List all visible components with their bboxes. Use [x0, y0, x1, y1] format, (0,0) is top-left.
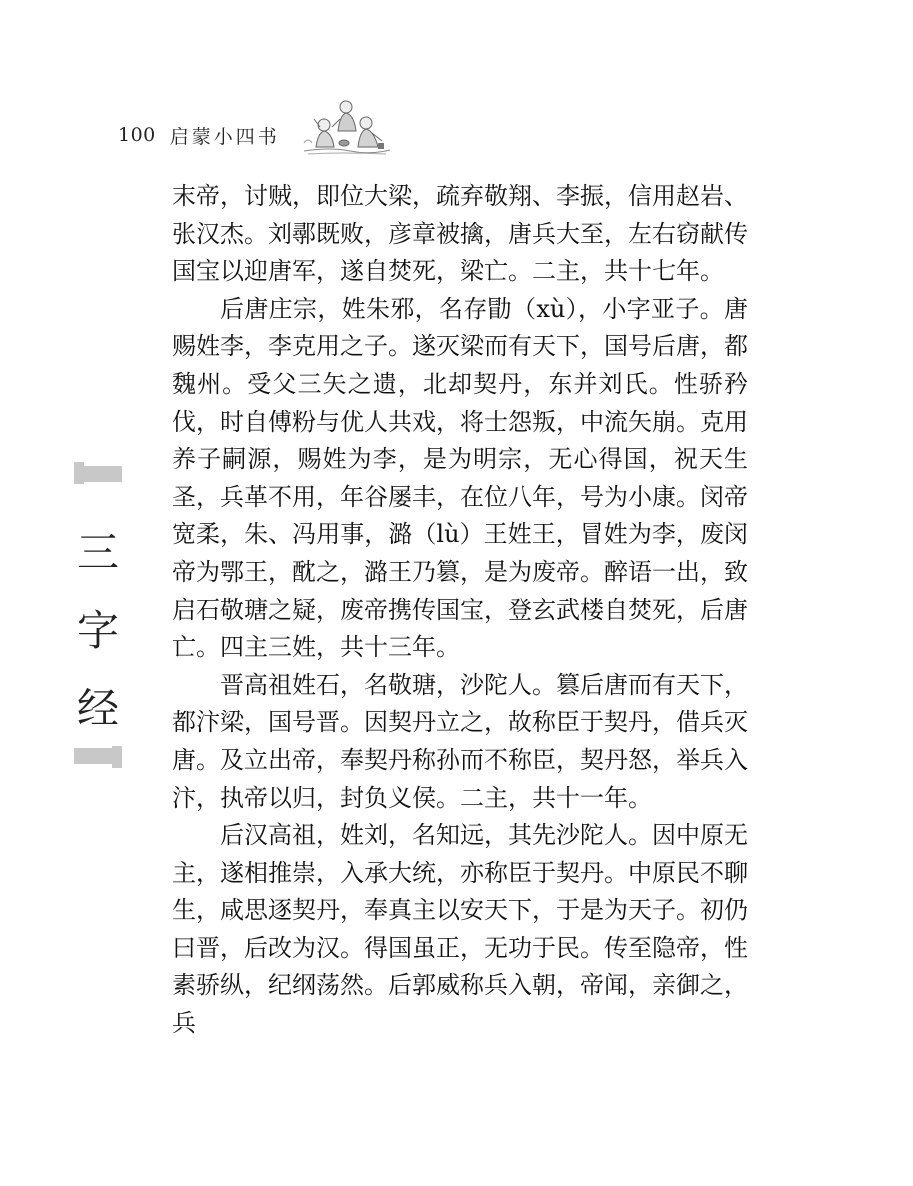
page-number: 100 — [118, 124, 156, 146]
side-section-tab — [74, 462, 122, 768]
running-header — [118, 120, 280, 150]
body-text — [172, 178, 748, 1043]
side-title — [74, 514, 122, 748]
side-title-char: 经 — [76, 684, 119, 733]
paragraph-later-jin: 晋高祖姓石，名敬瑭，沙陀人。篡后唐而有天下，都汴梁，国号晋。因契丹立之，故称臣于契丹，借兵灭唐。及立出帝，奉契丹称孙而不称臣，契丹怒，举兵入汴，执帝以归，封负义侯。二主，共十一年。 — [172, 670, 748, 812]
side-title-char: 三 — [76, 528, 119, 577]
tab-bracket-top-icon — [74, 462, 122, 484]
paragraph-later-liang: 末帝，讨贼，即位大梁，疏弃敬翔、李振，信用赵岩、张汉杰。刘鄩既败，彦章被擒，唐兵大至，左右窃献传国宝以迎唐军，遂自焚死，梁亡。二主，共十七年。 — [172, 182, 748, 286]
paragraph-later-tang: 后唐庄宗，姓朱邪，名存勖（xù），小字亚子。唐赐姓李，李克用之子。遂灭梁而有天下，国号后唐，都魏州。受父三矢之遗，北却契丹，东并刘氏。性骄矜伐，时自傅粉与优人共戏，将士怨叛，中流矢崩。克用养子嗣源，赐姓为李，是为明宗，无心得国，祝天生圣，兵革不用，年谷屡丰，在位八年，号为小康。闵帝宽柔，朱、冯用事，潞（lù）王姓王，冒姓为李，废闵帝为鄂王，酖之，潞王乃篡，是为废帝。醉语一出，致启石敬瑭之疑，废帝携传国宝，登玄武楼自焚死，后唐亡。四主三姓，共十三年。 — [172, 294, 748, 662]
tab-bracket-bottom-icon — [74, 746, 122, 768]
paragraph-later-han: 后汉高祖，姓刘，名知远，其先沙陀人。因中原无主，遂相推崇，入承大统，亦称臣于契丹。中原民不聊生，咸思逐契丹，奉真主以安天下，于是为天子。初仍曰晋，后改为汉。得国虽正，无功于民。传至隐帝，性素骄纵，纪纲荡然。后郭威称兵入朝，帝闻，亲御之，兵 — [172, 821, 748, 1038]
children-playing-illustration-icon — [300, 97, 392, 157]
book-title: 启蒙小四书 — [169, 125, 280, 148]
side-title-char: 字 — [76, 606, 119, 655]
